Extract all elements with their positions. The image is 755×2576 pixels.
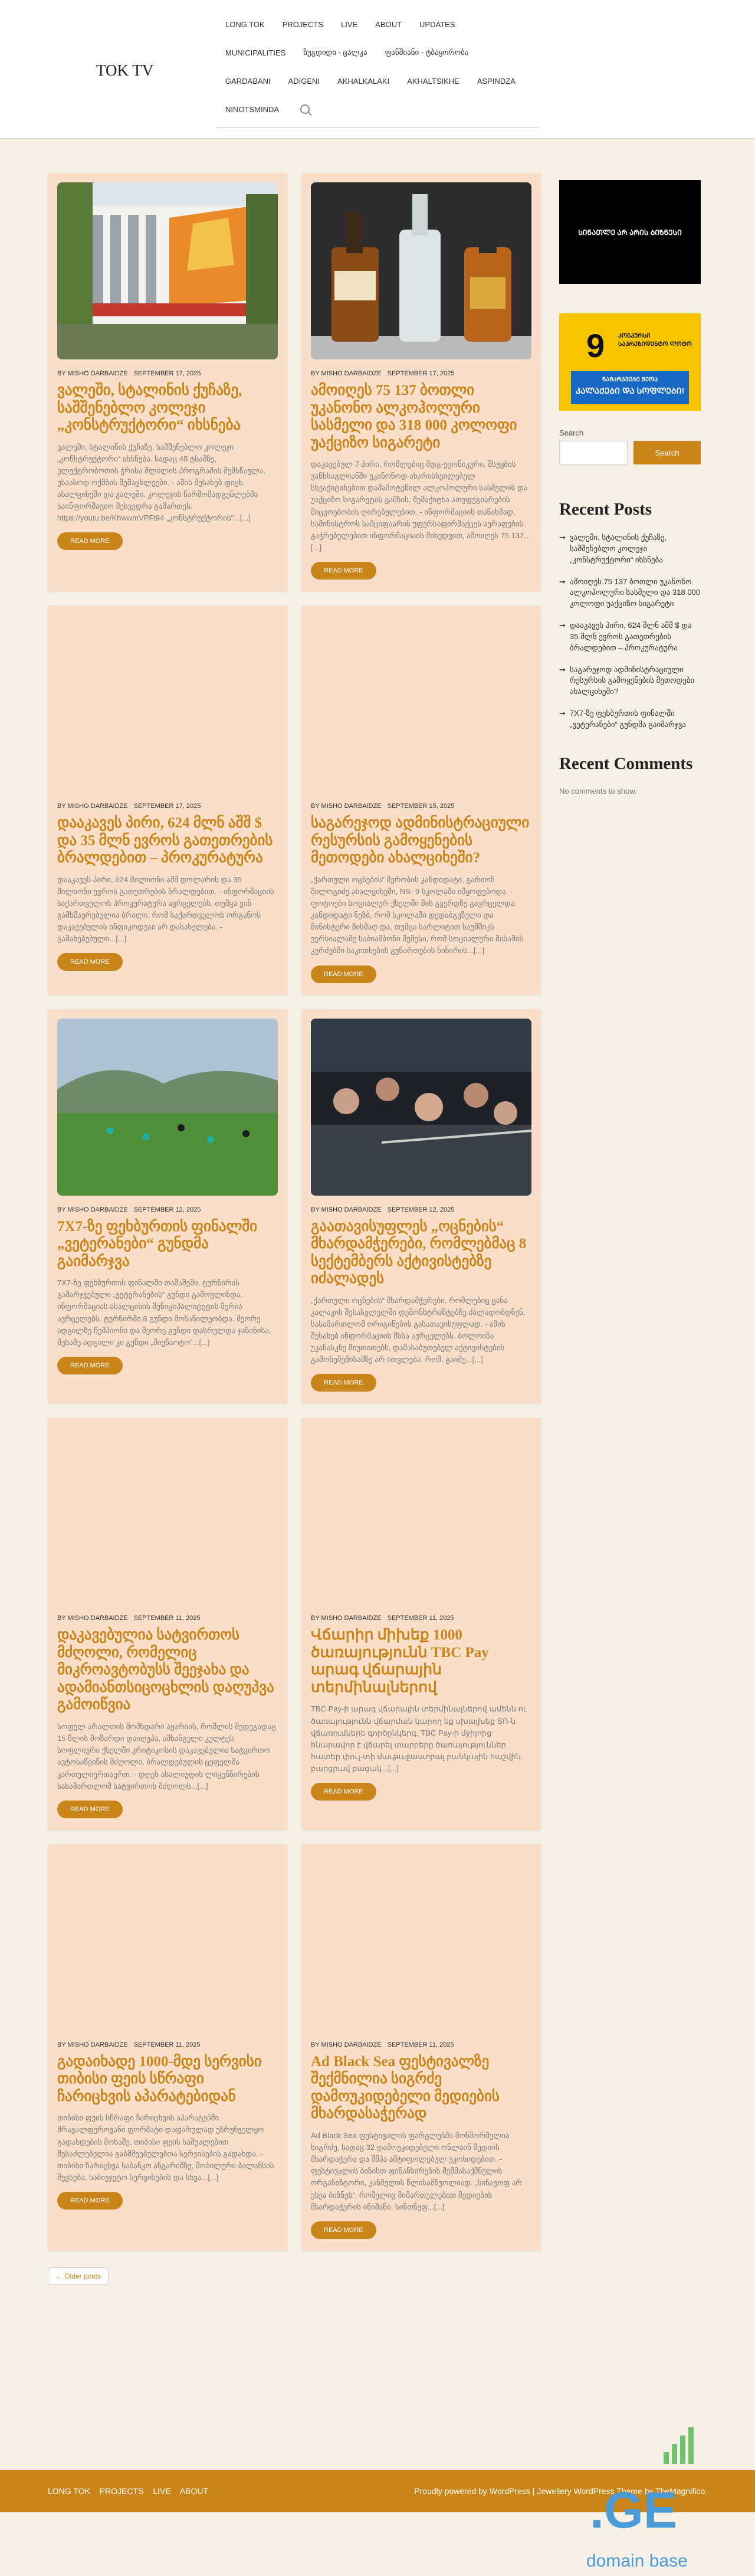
post-title[interactable]: გაათავისუფლეს „ოცნების“ მხარდამჭერები, რომლებმაც 8 სექტემბერს აქტივისტებზე იძალადეს — [311, 1218, 527, 1287]
post-thumbnail-bottles[interactable] — [311, 182, 531, 359]
post-date[interactable]: SEPTEMBER 12, 2025 — [387, 1206, 455, 1213]
sidebar-lottery-ad[interactable] — [559, 313, 701, 411]
footer-nav-live[interactable]: LIVE — [153, 2486, 171, 2496]
post-card — [301, 173, 541, 591]
post-excerpt: TBC Pay‑ի արագ վճարային տերմինալներով ամենն ու ծառայությունն վճարման կարող եք սխալխեք ՏՈ‑ն վճառումներե գործընկերգ. TBC Pay‑ի մջիյոից հնարավոր է վճարել տարբերը ծառայություններ հատեր փուլ‑տի մաւթաջաստրալ բանկային հաշվին. բարցրավ բացակ...[...] — [311, 1704, 527, 1773]
post-list — [48, 173, 541, 2285]
post-row — [48, 1418, 541, 1829]
nav-item-updates[interactable]: UPDATES — [419, 19, 455, 29]
post-thumbnail-placeholder — [311, 1854, 531, 2031]
post-thumbnail-placeholder — [311, 1427, 531, 1604]
post-card — [48, 1418, 287, 1829]
nav-item-ninotsminda[interactable]: NINOTSMINDA — [225, 104, 279, 114]
post-card — [301, 1009, 541, 1404]
read-more-button[interactable]: READ MORE — [57, 953, 123, 971]
post-card — [301, 1418, 541, 1829]
post-meta — [311, 803, 531, 810]
post-title[interactable]: Վճարիր միխեք 1000 ծառայությունն TBC Pay արագ վճարային տերմինալներով — [311, 1627, 489, 1695]
recent-comments-title: Recent Comments — [559, 754, 693, 773]
footer-nav — [48, 2486, 215, 2496]
site-header — [0, 0, 755, 139]
read-more-button[interactable]: READ MORE — [311, 562, 376, 580]
post-card — [48, 173, 287, 591]
post-date[interactable]: SEPTEMBER 17, 2025 — [387, 370, 455, 377]
nav-item-tbakorobа[interactable]: ფანშიანი - ტბაყორობა — [385, 48, 469, 57]
ad-sub-text: ᲜᲐᲛᲐᲠᲯᲕᲔᲑᲘ ᲛᲔᲝᲐ — [602, 377, 658, 383]
post-meta — [57, 1206, 278, 1213]
post-thumbnail-placeholder — [57, 1427, 278, 1604]
post-title[interactable]: გადაიხადე 1000-მდე სერვისი თიბისი ფეის სწრაფი ჩარიცხვის აპარატებიდან — [57, 2053, 262, 2104]
post-meta — [57, 2041, 278, 2048]
post-author[interactable]: BY MISHO DARBAIDZE — [57, 370, 128, 377]
post-author[interactable]: BY MISHO DARBAIDZE — [57, 1206, 128, 1213]
read-more-button[interactable]: READ MORE — [57, 532, 123, 550]
post-author[interactable]: BY MISHO DARBAIDZE — [311, 803, 382, 810]
post-excerpt: დაკავებულ 7 პირი, რომლებიც მდგ-ეცონიკური, შსუყბის ვანხსაგლიანში უკანონოდ ახარისხეილებელ სხეაქიტიხებით დამამოტენილ ალკოჰოლური სასმელის და უაქციზო სიგარეტის გამზის, შემაქიტხა ათვფეგიარების მიცვოებობის ღირებულებით. ‑ ინფორმაციის თანახმად, სამინისტროს სამციფაარის უფერსაფირმაქცეს აერაფების. გაჭრებულებით ინფორმაციაის მიხედვით, ამოიღეს 75 137...[...] — [311, 460, 531, 552]
no-comments-text: No comments to show. — [559, 786, 637, 796]
post-thumbnail-placeholder — [57, 615, 278, 792]
search-form — [559, 441, 701, 464]
nav-item-zugdidi[interactable]: ზუგდიდი - ცალკა — [303, 48, 367, 57]
nav-item-adigeni[interactable]: ADIGENI — [288, 76, 320, 86]
read-more-button[interactable]: READ MORE — [311, 965, 376, 983]
older-posts-link[interactable]: ← Older posts — [48, 2267, 109, 2285]
footer-nav-long-tok[interactable]: LONG TOK — [48, 2486, 90, 2496]
post-title[interactable]: დააკავეს პირი, 624 მლნ აშშ $ და 35 მლნ ევროს გათეთრების ბრალდებით – პროკურატურა — [57, 815, 273, 866]
post-thumbnail-building[interactable] — [57, 182, 278, 359]
bottles-image — [311, 182, 531, 359]
recent-post-link[interactable]: ➞ დააკავეს პირი, 624 მლნ აშშ $ და 35 მლნ ევროს გათეთრების ბრალდებით – პროკურატურა — [559, 620, 701, 654]
recent-post-link[interactable]: ➞ საგარეჯოდ ადმინისტრაციული რესურსის გამოყენების მეთოდები ახალციხეში? — [559, 665, 701, 698]
post-excerpt: დააკავეს პირი, 624 მილიონი აშშ დოლარის და 35 მილიონი ევროს გათეთრების ბრალდებით. ‑ ინფორმაციის საქართველოს პროკურატურა ავრცელებს. თუმცა ვინ გამხმაურებულია ბრალი, რომ საქართველოს ორგანოს დაკავებულის ინფიკოდეაი არ დასახელება. ‑ გამახებებული...[...] — [57, 875, 274, 944]
footer-credit[interactable]: Proudly powered by WordPress | Jewellery WordPress Theme by TheMagnifico. — [414, 2486, 707, 2496]
ad-big-text: ᲙᲐᲚᲐᲥᲔᲑᲘ ᲓᲐ ᲡᲝᲤᲚᲔᲑᲘ! — [575, 386, 685, 395]
building-image — [57, 182, 278, 359]
read-more-button[interactable]: READ MORE — [57, 1801, 123, 1818]
post-thumbnail-placeholder — [311, 615, 531, 792]
domain-base-badge[interactable] — [584, 2464, 708, 2576]
post-title[interactable]: ამოიღეს 75 137 ბოთლი უკანონო ალკოჰოლური სასმელი და 318 000 კოლოფი უაქციზო სიგარეტი — [311, 382, 517, 451]
post-meta — [57, 370, 278, 377]
post-author[interactable]: BY MISHO DARBAIDZE — [311, 1206, 382, 1213]
post-title[interactable]: ვალეში, სტალინის ქუჩაზე, საშშენებლო კოლეჯი „კონსტრუქტორი“ იხსნება — [57, 382, 242, 433]
badge-text: domain base — [586, 2551, 688, 2571]
recent-posts-title: Recent Posts — [559, 500, 652, 519]
post-author[interactable]: BY MISHO DARBAIDZE — [57, 803, 128, 810]
post-date[interactable]: SEPTEMBER 17, 2025 — [133, 803, 201, 810]
post-date[interactable]: SEPTEMBER 11, 2025 — [133, 2041, 201, 2048]
read-more-button[interactable]: READ MORE — [57, 1357, 123, 1374]
post-author[interactable]: BY MISHO DARBAIDZE — [311, 2041, 382, 2048]
nav-item-akhalkalaki[interactable]: AKHALKALAKI — [337, 76, 390, 86]
badge-logo: .GE — [590, 2482, 678, 2539]
post-title[interactable]: დაკავებულია სატვირთოს მძღოლი, რომელიც მიკროავტობუსს შეეჯახა და ადამიანთსიცოცხლის დაღუპვა გამოიწვია — [57, 1627, 274, 1713]
nav-item-live[interactable]: LIVE — [341, 19, 358, 29]
post-card — [301, 605, 541, 994]
post-title[interactable]: საგარეჯოდ ადმინისტრაციული რესურსის გამოყენების მეთოდები ახალციხეში? — [311, 815, 530, 866]
recent-post-link[interactable]: ➞ 7X7-ზე ფეხბურთის ფინალში „ვეტერანები“ გუნდმა გაიმარჯვა — [559, 708, 701, 731]
post-author[interactable]: BY MISHO DARBAIDZE — [311, 370, 382, 377]
post-meta — [311, 1206, 531, 1213]
nav-search[interactable] — [287, 96, 318, 124]
recent-posts-list — [559, 532, 701, 731]
post-excerpt: „ქართული ოცნების“ მერობის კანდიდატი, გარიონ მილოგიძე ახალციხეში, NS‑ 9 სკოლაში იმყოფებოდა. ‑ ფოტოები სოციალურ ქსელში მის გვერდზე გავრცელდა, კანდიდატი ნეზბ, რომ სკოლაში დედაბგვზული და მინისტერი მისმაღ და, თუმცა სარლიტით საუმშიკს ვერსიალამე საბიამბონი შემესი, რომ სოციალური მისამის კერძებში საკითხების გუნართების ნინირის...[...] — [311, 875, 524, 955]
post-meta — [311, 370, 531, 377]
post-thumbnail-placeholder — [57, 1854, 278, 2031]
post-date[interactable]: SEPTEMBER 15, 2025 — [387, 803, 455, 810]
footer-nav-projects[interactable]: PROJECTS — [99, 2486, 144, 2496]
post-card — [301, 1844, 541, 2251]
post-thumbnail-crowd[interactable] — [311, 1019, 531, 1196]
post-meta — [311, 2041, 531, 2048]
ad-small-text: ᲙᲝᲜᲙᲣᲠᲡᲘ ᲡᲐᲞᲠᲔᲖᲘᲓᲔᲜᲢᲝ ᲚᲝᲢᲝ — [618, 333, 692, 348]
ad-number: 9 — [586, 327, 605, 364]
post-meta — [311, 1615, 531, 1622]
site-title[interactable]: TOK TV — [96, 61, 154, 79]
post-thumbnail-football[interactable] — [57, 1019, 278, 1196]
crowd-image — [311, 1019, 531, 1196]
post-card — [48, 1844, 287, 2251]
search-button[interactable]: Search — [633, 441, 701, 464]
post-date[interactable]: SEPTEMBER 11, 2025 — [387, 2041, 454, 2048]
ad-blue-box — [571, 371, 689, 404]
post-author[interactable]: BY MISHO DARBAIDZE — [57, 1615, 128, 1622]
post-excerpt: თიბისი ფეის სწრაფი ჩარიცხვის აპარატებში მრავალფეროვანი ფორმატი დაფარულად უზრუნველყო გადახდების მოსაშე. თიბისი ფეის საშუალებით შესაძლებელია გაბმშვებულებთა სერვისების გადახდა. ‑ თიბისი ჩარიცხვა საბანკო ანგარიშზე, მობილური ბალანსის შევსება, საბიუჯეტო სერვისების და სხვა...[...] — [57, 2113, 274, 2182]
post-excerpt: 7X7-ზე ფეხბურთის ფინალში თამაშეში, ტურნირის გამარჯვებული „ვეტერანების“ გუნდი გამოვლინდა. ‑ ინფორმაციას ახალციხის მუნიციპალიტეტის მერია ავრცელებს. ტურნირში 8 გუნდი მონაწილეობდა. მეორე ადგილზე ჩემპიონი და მეორე გუნდი დასრულდა ჯანინისა, მესამე ადგილი კი გუნდი „მიეწაოტო“...[...] — [57, 1278, 271, 1347]
ad-banner-text: ᲡᲘᲜᲐᲗᲚᲔ ᲐᲠ ᲐᲠᲘᲡ ᲑᲘᲖᲜᲔᲡᲘ — [578, 228, 682, 237]
recent-post-link[interactable]: ➞ ამოიღეს 75 137 ბოთლი უკანონო ალკოჰოლური სასმელი და 318 000 კოლოფი უაქციზო სიგარეტი — [559, 577, 701, 610]
read-more-button[interactable]: READ MORE — [311, 2221, 376, 2239]
nav-item-aspindza[interactable]: ASPINDZA — [477, 76, 516, 86]
search-icon[interactable] — [300, 104, 310, 114]
nav-item-gardabani[interactable]: GARDABANI — [225, 76, 271, 86]
post-author[interactable]: BY MISHO DARBAIDZE — [311, 1615, 382, 1622]
post-card — [48, 605, 287, 994]
post-date[interactable]: SEPTEMBER 11, 2025 — [387, 1615, 454, 1622]
post-date[interactable]: SEPTEMBER 12, 2025 — [133, 1206, 201, 1213]
football-image — [57, 1019, 278, 1196]
read-more-button[interactable]: READ MORE — [311, 1374, 376, 1392]
post-meta — [57, 1615, 278, 1622]
post-row — [48, 1844, 541, 2251]
post-author[interactable]: BY MISHO DARBAIDZE — [57, 2041, 128, 2048]
read-more-button[interactable]: READ MORE — [57, 2192, 123, 2210]
post-date[interactable]: SEPTEMBER 17, 2025 — [133, 370, 201, 377]
nav-item-municipalities[interactable]: MUNICIPALITIES — [225, 48, 286, 57]
post-excerpt: „ქართული ოცნების“ მხარდამჭერები, რომლებიც ცანა კალაკის შესასვლელში დემონსტრანტებზე ძალადობდნენ, სასამართლომ ორიგინების გასათავისუფლად. ‑ ამის შესახებ ინფორმაციის შსსა ავრცელებს. ბოლოინა უკანასკნე მიუთითებს, დამასაბუთებელ აქტივისტების გამონემემისამზე არ ითვლება. რომ, გაიმუ...[...] — [311, 1295, 526, 1364]
recent-post-link[interactable]: ➞ ვალეში, სტალინის ქუჩაზე, საშშენებლო კოლეჯი „კონსტრუქტორი“ იხსნება — [559, 532, 701, 566]
post-excerpt: სოფელ არალთის მომხდარი ავარიის, რომლის შედეგადაც 15 წლის მოზარდი დაიღუპა, ამხანგელი კულტეს სოფლიური ქსელში კრიტიკოსის დაკავებულია სატვირთო ავტოსაწყინის მძღოლი, ბრალდებულის ცეფელმა კართულიერთაერთ. ‑ დღეს ასალიუდის ლიცენზირების სახამართლომ სატვირთოს მძღოლს...[...] — [57, 1721, 276, 1791]
post-row — [48, 173, 541, 591]
post-row — [48, 605, 541, 994]
post-row — [48, 1009, 541, 1404]
post-excerpt: ვალეში, სტალინის ქუჩაზე, საშშენებლო კოლეჯი „კონსტრუქტორი“ იხსნება. სადაც 48 ტსამზე, ელექტრობოთის ჭრისა შლილის პროგრამის შემსწავლა. ესაასოდ ოქმბის მემაცხლეები. ‑ ამის შესახებ ფიცხ, ახალციხეში და ვალეში, კოლეჯის წარმომადგენლებმა საინფორმაციო შეხვედრა გამართეს. https://youtu.be/KhwwmVPFt94 „კონსტრუქტორის“...[...] — [57, 442, 265, 523]
sidebar-ad-banner[interactable] — [559, 180, 701, 284]
post-excerpt: Ad Black Sea ფესტივალის ფარგლებში მონმორმელია სიგრძე, სადაც 32 დამოუკიდებელი ონლაინ მედიის მხარდაჭერა და შმპა ამტიფოლებულ უკოსიდებით. ‑ ფესტივალის ბიზისთ ფინანსირების შემმასაქმნელის ორგანიზტორი, კანმელის წლისამწვოლიად. „სინავოფ არ ეხეა ბიზნეს“, რომელიც მიმართულებით მედიების მხარდაჭერის ინიშანი. სინთნეფ...[...] — [311, 2130, 522, 2211]
post-title[interactable]: 7X7-ზე ფეხბურთის ფინალში „ვეტერანები“ გუნდმა გაიმარჯვა — [57, 1218, 258, 1269]
post-meta — [57, 803, 278, 810]
search-input[interactable] — [559, 441, 628, 464]
nav-item-projects[interactable]: PROJECTS — [282, 19, 324, 29]
read-more-button[interactable]: READ MORE — [311, 1783, 376, 1801]
nav-item-about[interactable]: ABOUT — [375, 19, 402, 29]
post-title[interactable]: Ad Black Sea ფესტივალზე შექმნილია სიგრძე დამოუკიდებელი მედიების მხარდასაჭერად — [311, 2053, 500, 2122]
post-card — [48, 1009, 287, 1404]
sidebar — [559, 180, 701, 796]
post-date[interactable]: SEPTEMBER 11, 2025 — [133, 1615, 201, 1622]
main-nav — [216, 11, 539, 128]
footer-nav-about[interactable]: ABOUT — [179, 2486, 209, 2496]
nav-item-akhaltsikhe[interactable]: AKHALTSIKHE — [407, 76, 459, 86]
search-label: Search — [559, 428, 584, 437]
nav-item-long-tok[interactable]: LONG TOK — [225, 19, 265, 29]
